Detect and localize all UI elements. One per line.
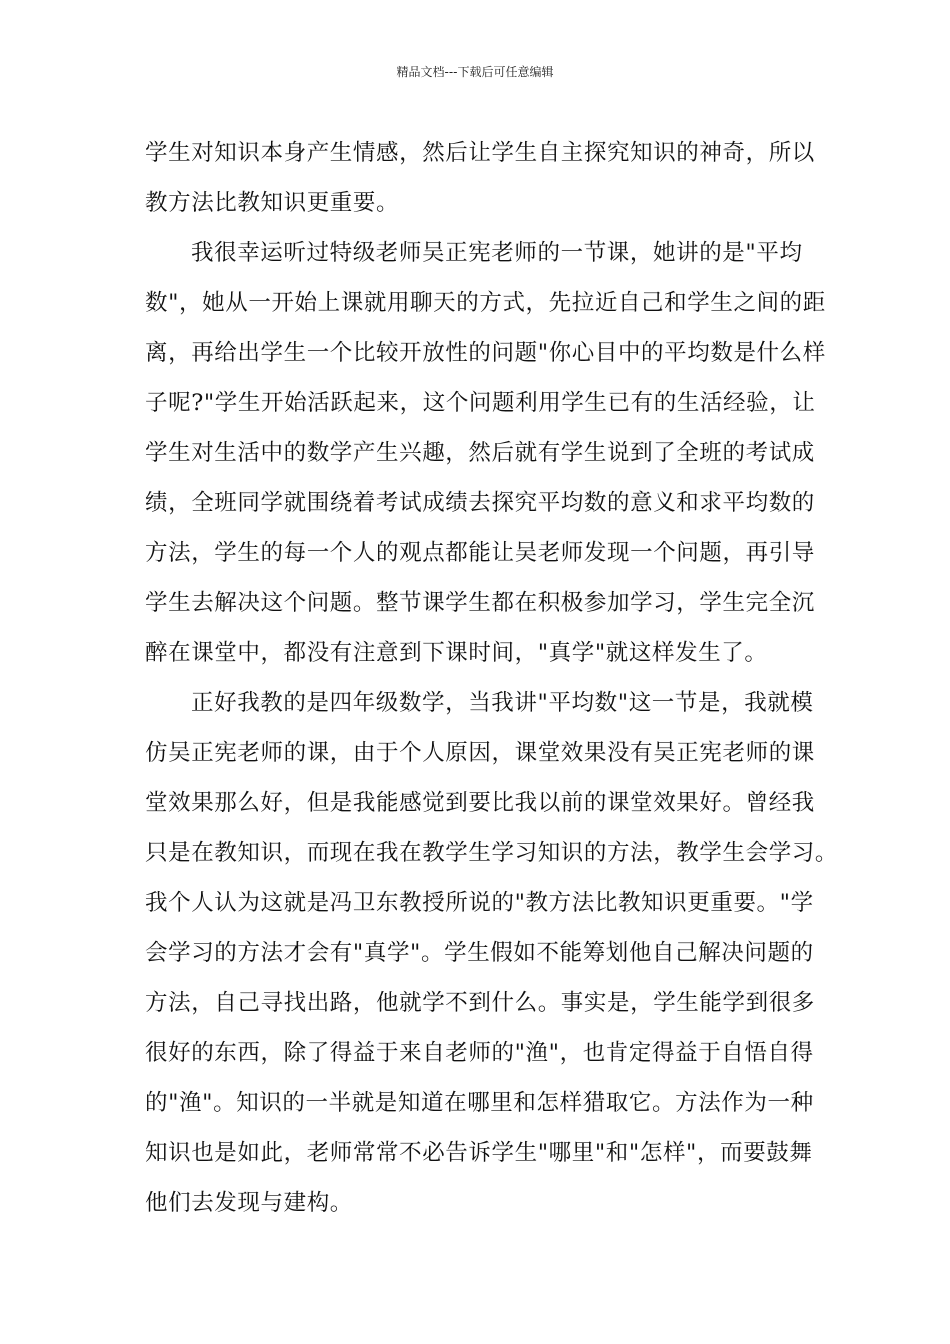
text-line: 我个人认为这就是冯卫东教授所说的"教方法比教知识更重要。"学	[145, 890, 814, 916]
page-header: 精品文档---下载后可任意编辑	[396, 65, 554, 79]
text-line: 教方法比教知识更重要。	[145, 190, 400, 216]
document-body	[145, 128, 839, 1228]
text-line: 仿吴正宪老师的课，由于个人原因，课堂效果没有吴正宪老师的课	[145, 740, 815, 766]
text-line: 绩，全班同学就围绕着考试成绩去探究平均数的意义和求平均数的	[145, 490, 815, 516]
text-line: 子呢?"学生开始活跃起来，这个问题利用学生已有的生活经验，让	[145, 390, 816, 416]
text-line: 学生去解决这个问题。整节课学生都在积极参加学习，学生完全沉	[145, 590, 815, 616]
text-line: 会学习的方法才会有"真学"。学生假如不能筹划他自己解决问题的	[145, 940, 814, 966]
paragraph-start-line: 正好我教的是四年级数学，当我讲"平均数"这一节是，我就模	[191, 690, 814, 716]
text-line: 方法，学生的每一个人的观点都能让吴老师发现一个问题，再引导	[145, 540, 815, 566]
text-line: 堂效果那么好，但是我能感觉到要比我以前的课堂效果好。曾经我	[145, 790, 815, 816]
text-line: 学生对知识本身产生情感，然后让学生自主探究知识的神奇，所以	[145, 140, 815, 166]
text-line: 方法，自己寻找出路，他就学不到什么。事实是，学生能学到很多	[145, 990, 815, 1016]
paragraph-start-line: 我很幸运听过特级老师吴正宪老师的一节课，她讲的是"平均	[191, 240, 803, 266]
text-line: 他们去发现与建构。	[145, 1190, 353, 1216]
text-line: 知识也是如此，老师常常不必告诉学生"哪里"和"怎样"，而要鼓舞	[145, 1140, 813, 1166]
text-line: 只是在教知识，而现在我在教学生学习知识的方法，教学生会学习。	[145, 840, 839, 866]
text-line: 数"，她从一开始上课就用聊天的方式，先拉近自己和学生之间的距	[145, 290, 826, 316]
text-line: 离，再给出学生一个比较开放性的问题"你心目中的平均数是什么样	[145, 340, 826, 366]
text-line: 很好的东西，除了得益于来自老师的"渔"，也肯定得益于自悟自得	[145, 1040, 814, 1066]
text-line: 醉在课堂中，都没有注意到下课时间，"真学"就这样发生了。	[145, 640, 768, 666]
text-line: 的"渔"。知识的一半就是知道在哪里和怎样猎取它。方法作为一种	[145, 1090, 814, 1116]
text-line: 学生对生活中的数学产生兴趣，然后就有学生说到了全班的考试成	[145, 440, 815, 466]
